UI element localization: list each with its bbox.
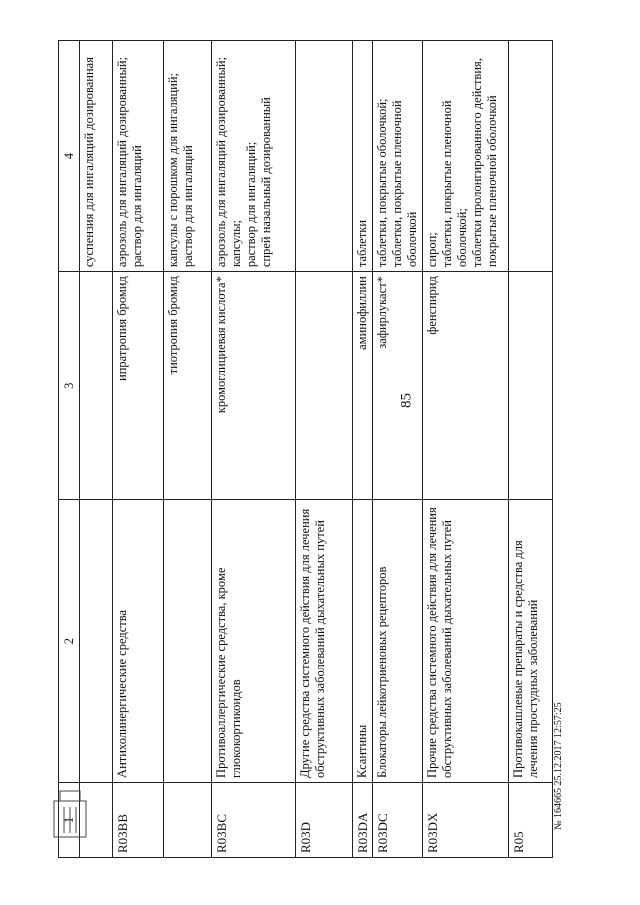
cell-code: R03DA — [353, 782, 373, 857]
cell-code: R03DC — [373, 782, 423, 857]
cell-forms — [373, 41, 423, 272]
header-cell-1: 1 — [59, 782, 80, 857]
cell-substance — [296, 272, 353, 500]
table-row — [509, 41, 553, 858]
header-cell-2: 2 — [59, 500, 80, 783]
table-row — [353, 41, 373, 858]
footer-document-reference: № 164665 25.12.2017 12:57:25 — [553, 702, 564, 830]
cell-group: Противокашлевые препараты и средства для лечения простудных заболеваний — [509, 500, 553, 783]
rotated-table-wrapper — [58, 40, 540, 858]
drug-table — [58, 40, 553, 858]
table-body — [80, 41, 553, 858]
stamp-icon — [50, 785, 90, 845]
dosage-form: спрей назальный дозированный — [259, 97, 273, 268]
dosage-form: таблетки — [355, 219, 369, 268]
cell-forms — [423, 41, 509, 272]
dosage-form: капсулы с порошком для ингаляций; — [166, 72, 180, 268]
table-row — [164, 41, 212, 858]
cell-substance: тиотропия бромид — [164, 272, 212, 500]
registration-stamp — [50, 785, 90, 845]
cell-group: Прочие средства системного действия для лечения обструктивных заболеваний дыхательных путей — [423, 500, 509, 783]
dosage-form: сироп; — [425, 232, 439, 268]
cell-substance: зафирлукаст* — [373, 272, 423, 500]
cell-group — [164, 500, 212, 783]
cell-group — [80, 500, 113, 783]
cell-group: Другие средства системного действия для лечения обструктивных заболеваний дыхательных путей — [296, 500, 353, 783]
cell-forms — [212, 41, 296, 272]
dosage-form: таблетки, покрытые оболочкой; — [375, 98, 389, 268]
cell-group: Противоаллергические средства, кроме глюкокортикоидов — [212, 500, 296, 783]
cell-code: R03D — [296, 782, 353, 857]
table-row — [373, 41, 423, 858]
cell-code: R03DX — [423, 782, 509, 857]
dosage-form: таблетки, покрытые пленочной оболочкой — [390, 100, 419, 268]
dosage-form: таблетки пролонгированного действия, покрытые пленочной оболочкой — [470, 58, 499, 268]
dosage-form: раствор для ингаляций; — [244, 141, 258, 268]
cell-code: R03BC — [212, 782, 296, 857]
cell-substance: аминофиллин — [353, 272, 373, 500]
cell-code: R05 — [509, 782, 553, 857]
cell-code — [164, 782, 212, 857]
table-row — [296, 41, 353, 858]
dosage-form: капсулы; — [229, 220, 243, 268]
cell-substance: ипратропия бромид — [113, 272, 164, 500]
dosage-form: аэрозоль для ингаляций дозированный; — [115, 56, 129, 268]
cell-group: Блокаторы лейкотриеновых рецепторов — [373, 500, 423, 783]
table-row — [80, 41, 113, 858]
page-number: 85 — [398, 393, 415, 408]
cell-forms — [164, 41, 212, 272]
cell-forms — [353, 41, 373, 272]
dosage-form: раствор для ингаляций — [181, 145, 195, 268]
cell-substance — [509, 272, 553, 500]
cell-forms — [296, 41, 353, 272]
dosage-form: аэрозоль для ингаляций дозированный; — [214, 56, 228, 268]
table-row — [113, 41, 164, 858]
table-row — [212, 41, 296, 858]
cell-substance: фенспирид — [423, 272, 509, 500]
dosage-form: суспензия для ингаляций дозированная — [82, 57, 96, 268]
dosage-form: раствор для ингаляций — [130, 145, 144, 268]
dosage-form: таблетки, покрытые пленочной оболочкой; — [440, 100, 469, 268]
cell-forms — [509, 41, 553, 272]
cell-forms — [80, 41, 113, 272]
header-cell-3: 3 — [59, 272, 80, 500]
header-cell-4: 4 — [59, 41, 80, 272]
table-row — [423, 41, 509, 858]
cell-substance — [80, 272, 113, 500]
cell-group: Ксантины — [353, 500, 373, 783]
table-header-row — [59, 41, 80, 858]
cell-code: R03BB — [113, 782, 164, 857]
cell-substance: кромоглициевая кислота* — [212, 272, 296, 500]
cell-forms — [113, 41, 164, 272]
cell-group: Антихолинергические средства — [113, 500, 164, 783]
